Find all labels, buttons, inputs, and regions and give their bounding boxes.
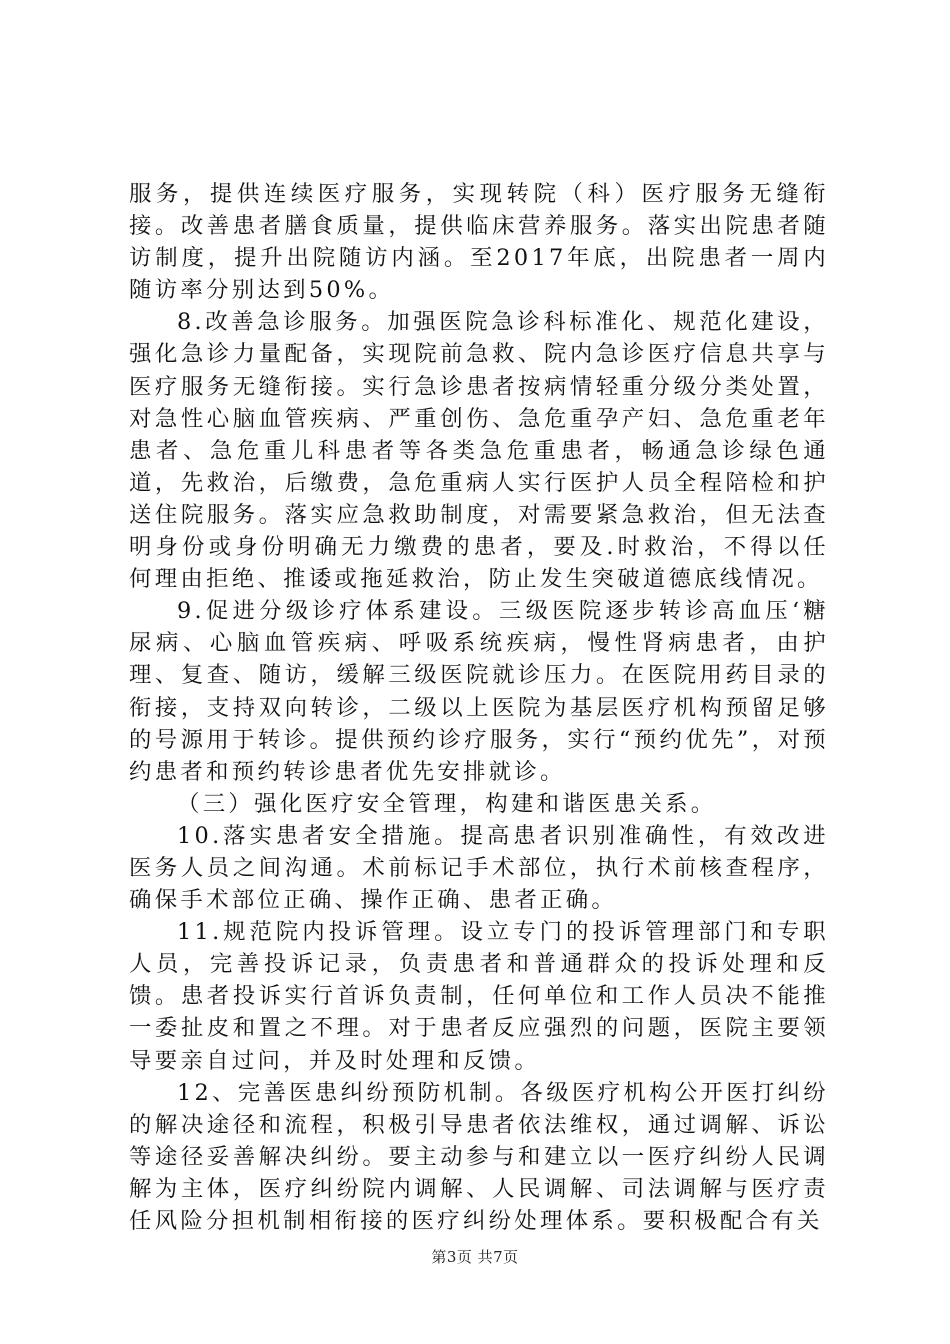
section-heading-3: （三）强化医疗安全管理，构建和谐医患关系。 (177, 790, 717, 817)
paragraph-item-9: 9.促进分级诊疗体系建设。三级医院逐步转诊高血压‘糖尿病、心脑血管疾病、呼吸系统疾病，慢性肾病患者，由护理、复查、随访，缓解三级医院就诊压力。在医院用药目录的衔接，支持双向转诊，二级以上医院为基层医疗机构预留足够的号源用于转诊。提供预约诊疗服务，实行“预约优先”，对预约患者和预约转诊患者优先安排就诊。 (129, 598, 829, 785)
document-body (129, 178, 829, 1237)
page-number-footer: 第3页 共7页 (431, 1248, 519, 1266)
paragraph-continuation: 服务，提供连续医疗服务，实现转院（科）医疗服务无缝衔接。改善患者膳食质量，提供临床营养服务。落实出院患者随访制度，提升出院随访内涵。至2017年底，出院患者一周内随访率分别达到50%。 (129, 181, 829, 304)
paragraph-item-8: 8.改善急诊服务。加强医院急诊科标准化、规范化建设，强化急诊力量配备，实现院前急救、院内急诊医疗信息共享与医疗服务无缝衔接。实行急诊患者按病情轻重分级分类处置，对急性心脑血管疾病、严重创伤、急危重孕产妇、急危重老年患者、急危重儿科患者等各类急危重患者，畅通急诊绿色通道，先救治，后缴费，急危重病人实行医护人员全程陪检和护送住院服务。落实应急救助制度，对需要紧急救治，但无法查明身份或身份明确无力缴费的患者，要及.时救治，不得以任何理由拒绝、推诿或拖延救治，防止发生突破道德底线情况。 (129, 309, 829, 593)
paragraph-item-10: 10.落实患者安全措施。提高患者识别准确性，有效改进医务人员之间沟通。术前标记手术部位，执行术前核查程序，确保手术部位正确、操作正确、患者正确。 (129, 822, 829, 914)
paragraph-item-12: 12、完善医患纠纷预防机制。各级医疗机构公开医打纠纷的解决途径和流程，积极引导患者依法维权，通过调解、诉讼等途径妥善解决纠纷。要主动参与和建立以一医疗纠纷人民调解为主体，医疗纠纷院内调解、人民调解、司法调解与医疗责任风险分担机制相衔接的医疗纠纷处理体系。要积极配合有关 (129, 1079, 829, 1234)
paragraph-item-11: 11.规范院内投诉管理。设立专门的投诉管理部门和专职人员，完善投诉记录，负责患者和普通群众的投诉处理和反馈。患者投诉实行首诉负责制，任何单位和工作人员决不能推一委扯皮和置之不理。对于患者反应强烈的问题，医院主要领导要亲自过问，并及时处理和反馈。 (129, 919, 829, 1074)
